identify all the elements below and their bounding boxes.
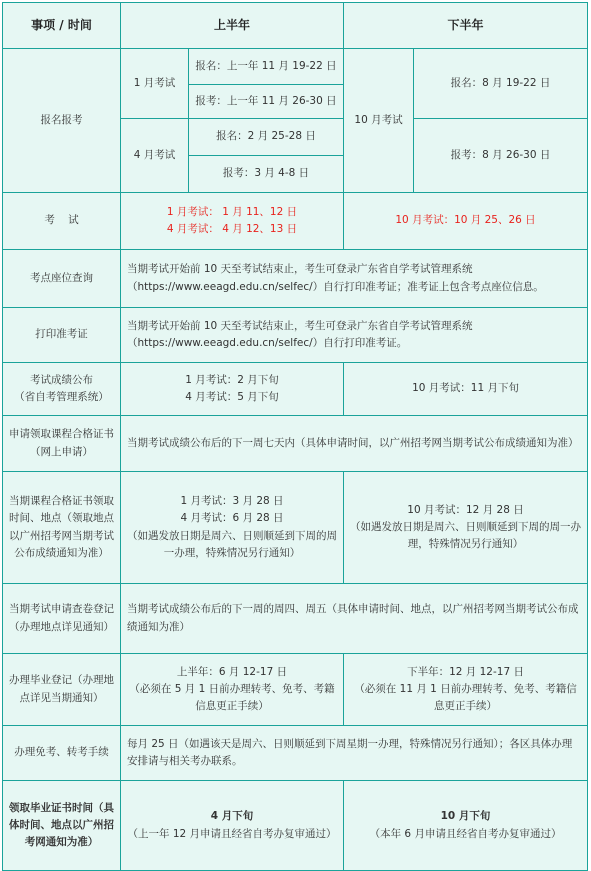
- jan-exam-label: 1 月考试: [121, 49, 189, 119]
- graduation-row: [3, 654, 588, 726]
- diploma-first-half: [121, 781, 344, 871]
- exam-oct-date: 10 月考试：10 月 25、26 日: [344, 193, 588, 250]
- admission-label: 打印准考证: [3, 308, 121, 363]
- diploma-second-half: [344, 781, 588, 871]
- exemption-text: 每月 25 日（如遇该天是周六、日则顺延到下周星期一办理，特殊情况另行通知）；各区具体办理安排请与相关考办联系。: [121, 726, 588, 781]
- results-row: [3, 363, 588, 416]
- exam-label: 考 试: [3, 193, 121, 250]
- cert-apply-text: 当期考试成绩公布后的下一周七天内（具体申请时间，以广州招考网当期考试公布成绩通知为准）: [121, 416, 588, 472]
- oct-apply-time: 报考：8 月 26-30 日: [414, 119, 588, 193]
- admission-row: [3, 308, 588, 363]
- exam-first-half: [121, 193, 344, 250]
- header-row: [3, 3, 588, 49]
- cert-collect-label: 当期课程合格证书领取时间、地点（领取地点以广州招考网当期考试公布成绩通知为准）: [3, 472, 121, 584]
- cert-apply-row: [3, 416, 588, 472]
- oct-register-time: 报名：8 月 19-22 日: [414, 49, 588, 119]
- header-item-time: 事项 / 时间: [3, 3, 121, 49]
- results-second-half: 10 月考试：11 月下旬: [344, 363, 588, 416]
- oct-exam-label: 10 月考试: [344, 49, 414, 193]
- results-first-half: 1 月考试：2 月下旬 4 月考试：5 月下旬: [121, 363, 344, 416]
- diploma-first-half-title: 4 月下旬: [210, 810, 254, 823]
- cert-collect-first-half: 1 月考试：3 月 28 日 4 月考试：6 月 28 日 （如遇发放日期是周六、日则顺延到下周的周一办理，特殊情况另行通知）: [121, 472, 344, 584]
- registration-label: 报名报考: [3, 49, 121, 193]
- review-text: 当期考试成绩公布后的下一周的周四、周五（具体申请时间、地点，以广州招考网当期考试公布成绩通知为准）: [121, 584, 588, 654]
- seat-query-label: 考点座位查询: [3, 250, 121, 308]
- header-second-half: 下半年: [344, 3, 588, 49]
- cert-collect-second-half: 10 月考试：12 月 28 日 （如遇发放日期是周六、日则顺延到下周的周一办理，特殊情况另行通知）: [344, 472, 588, 584]
- exam-schedule-table: [2, 2, 588, 871]
- jan-register-time: 报名：上一年 11 月 19-22 日: [189, 49, 344, 85]
- apr-apply-time: 报考：3 月 4-8 日: [189, 156, 344, 193]
- diploma-second-half-title: 10 月下旬: [440, 810, 491, 823]
- diploma-label: 领取毕业证书时间（具体时间、地点以广州招考网通知为准）: [3, 781, 121, 871]
- seat-row: [3, 250, 588, 308]
- apr-exam-label: 4 月考试: [121, 119, 189, 193]
- apr-register-time: 报名：2 月 25-28 日: [189, 119, 344, 156]
- results-label: 考试成绩公布 （省自考管理系统）: [3, 363, 121, 416]
- cert-apply-label: 申请领取课程合格证书（网上申请）: [3, 416, 121, 472]
- jan-apply-time: 报考：上一年 11 月 26-30 日: [189, 85, 344, 119]
- seat-query-text: 当期考试开始前 10 天至考试结束止，考生可登录广东省自学考试管理系统（https://www.eeagd.edu.cn/selfec/）自行打印准考证；准考证上包含考点座位信息。: [121, 250, 588, 308]
- review-label: 当期考试申请查卷登记（办理地点详见通知）: [3, 584, 121, 654]
- exam-row: [3, 193, 588, 250]
- exam-jan-date: 1 月考试： 1 月 11、12 日: [166, 205, 298, 218]
- exemption-row: [3, 726, 588, 781]
- graduation-first-half: 上半年：6 月 12-17 日 （必须在 5 月 1 日前办理转考、免考、考籍信息更正手续）: [121, 654, 344, 726]
- diploma-second-half-note: （本年 6 月申请且经省自考办复审通过）: [369, 827, 562, 840]
- cert-collect-row: [3, 472, 588, 584]
- graduation-label: 办理毕业登记（办理地点详见当期通知）: [3, 654, 121, 726]
- review-row: [3, 584, 588, 654]
- exemption-label: 办理免考、转考手续: [3, 726, 121, 781]
- registration-row: [3, 49, 588, 85]
- diploma-first-half-note: （上一年 12 月申请且经省自考办复审通过）: [127, 827, 337, 840]
- diploma-row: [3, 781, 588, 871]
- admission-text: 当期考试开始前 10 天至考试结束止，考生可登录广东省自学考试管理系统（https://www.eeagd.edu.cn/selfec/）自行打印准考证。: [121, 308, 588, 363]
- exam-apr-date: 4 月考试： 4 月 12、13 日: [166, 223, 298, 235]
- graduation-second-half: 下半年：12 月 12-17 日 （必须在 11 月 1 日前办理转考、免考、考籍信息更正手续）: [344, 654, 588, 726]
- header-first-half: 上半年: [121, 3, 344, 49]
